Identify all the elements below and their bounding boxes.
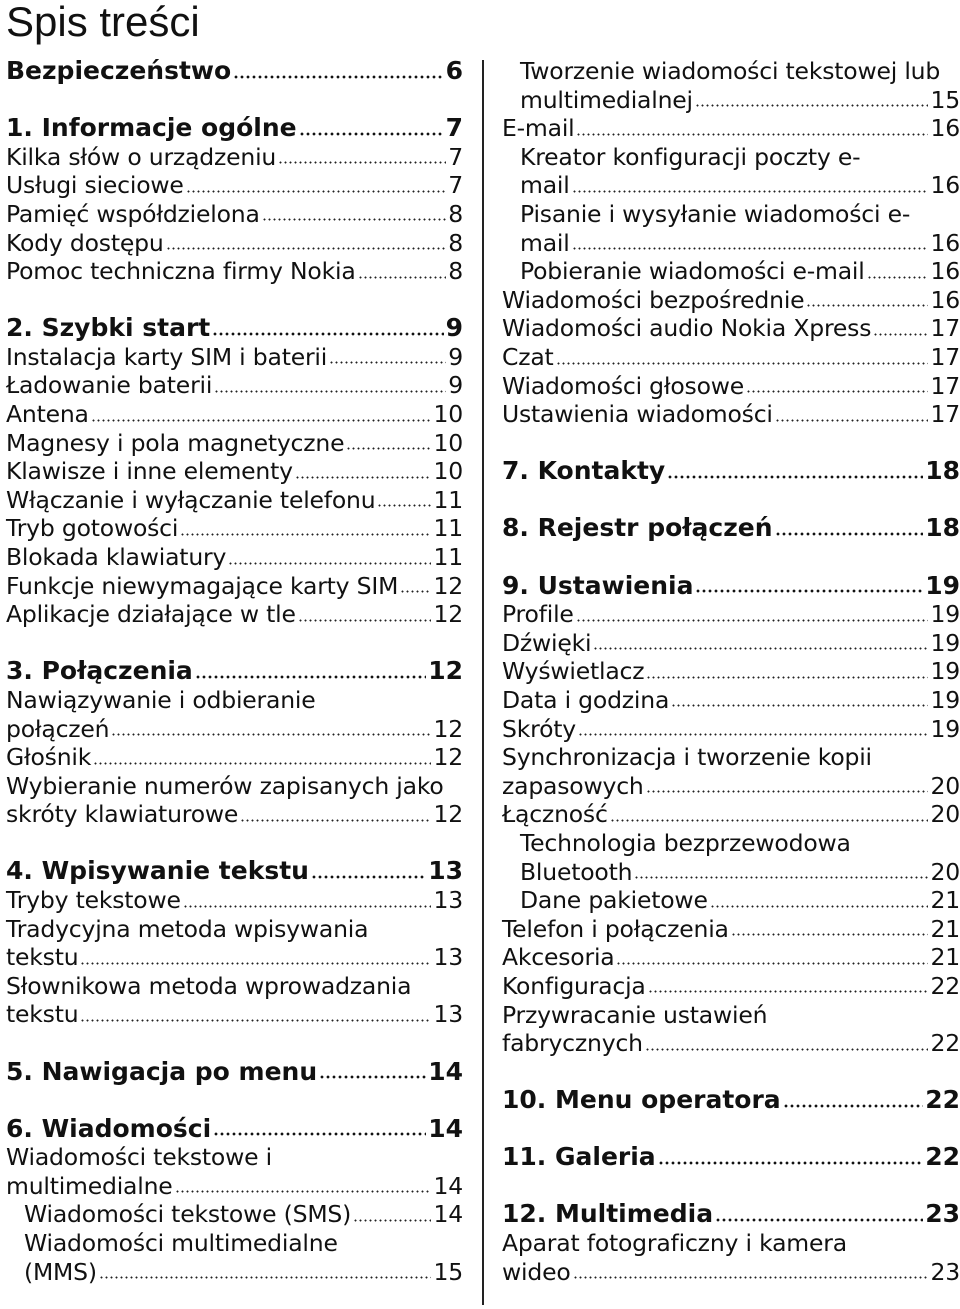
- page-number: 17: [930, 400, 960, 429]
- page-number: 17: [930, 343, 960, 371]
- toc-entry[interactable]: [502, 343, 960, 372]
- toc-entry[interactable]: [6, 229, 463, 258]
- toc-chapter-title: 10. Menu operatora: [502, 1085, 781, 1115]
- dot-leader: [616, 962, 928, 965]
- toc-chapter[interactable]: [502, 572, 960, 601]
- toc-entry-title: tekstu: [6, 1000, 79, 1029]
- toc-entry[interactable]: [520, 143, 960, 172]
- dot-leader: [873, 333, 928, 336]
- toc-chapter-title: 12. Multimedia: [502, 1199, 714, 1229]
- dot-leader: [358, 276, 447, 279]
- toc-entry-title: Data i godzina: [502, 685, 670, 714]
- toc-entry-title: Głośnik: [6, 743, 92, 772]
- page-number: 11: [433, 543, 463, 571]
- toc-entry-title: mail: [520, 171, 570, 200]
- dot-leader: [634, 876, 928, 879]
- toc-entry-title: Aparat fotograficzny i kamera: [502, 1229, 847, 1257]
- toc-entry-continued[interactable]: [520, 171, 960, 200]
- dot-leader: [214, 390, 446, 393]
- toc-chapter-title: 8. Rejestr połączeń: [502, 513, 773, 543]
- toc-entry-title: Skróty: [502, 714, 576, 743]
- column-divider: [482, 60, 484, 1305]
- toc-entry[interactable]: [502, 686, 960, 715]
- toc-entry[interactable]: [6, 772, 463, 801]
- dot-leader: [175, 1190, 432, 1193]
- toc-entry[interactable]: [6, 915, 463, 944]
- toc-entry-continued[interactable]: [6, 715, 463, 744]
- page-number: 20: [930, 800, 960, 829]
- page-number: 13: [433, 886, 463, 914]
- toc-entry-title: Synchronizacja i tworzenie kopii: [502, 743, 872, 772]
- toc-entry[interactable]: [6, 400, 463, 429]
- page-number: 19: [930, 600, 960, 629]
- toc-entry-title: Kilka słów o urządzeniu: [6, 142, 277, 171]
- page-number: 14: [428, 1113, 463, 1143]
- dot-leader: [329, 361, 446, 364]
- dot-leader: [695, 104, 929, 107]
- dot-leader: [715, 1218, 923, 1222]
- page-number: 20: [930, 771, 960, 800]
- page-number: 12: [433, 800, 463, 829]
- dot-leader: [648, 990, 929, 993]
- toc-entry-title: Wiadomości multimedialne: [24, 1229, 338, 1257]
- toc-entry-continued[interactable]: [6, 800, 463, 829]
- dot-leader: [578, 733, 929, 736]
- dot-leader: [91, 419, 432, 422]
- toc-entry[interactable]: [502, 715, 960, 744]
- dot-leader: [573, 1276, 929, 1279]
- toc-entry-title: połączeń: [6, 714, 110, 743]
- dot-leader: [646, 790, 929, 793]
- toc-entry[interactable]: [6, 600, 463, 629]
- page-number: 21: [930, 943, 960, 972]
- toc-chapter[interactable]: [6, 1115, 463, 1144]
- dot-leader: [299, 132, 444, 136]
- dot-leader: [710, 905, 929, 908]
- dot-leader: [671, 704, 928, 707]
- toc-entry-title: Wiadomości bezpośrednie: [502, 285, 805, 314]
- toc-entry-title: Wiadomości audio Nokia Xpress: [502, 314, 872, 343]
- toc-entry-title: Wybieranie numerów zapisanych jako: [6, 771, 444, 800]
- dot-leader: [610, 819, 929, 822]
- dot-leader: [262, 218, 447, 221]
- toc-entry[interactable]: [6, 343, 463, 372]
- page-number: 21: [930, 914, 960, 943]
- toc-chapter-title: 11. Galeria: [502, 1142, 656, 1172]
- toc-entry-title: Technologia bezprzewodowa: [520, 828, 851, 857]
- toc-entry-continued[interactable]: [520, 86, 960, 115]
- dot-leader: [746, 390, 928, 393]
- toc-chapter-title: 5. Nawigacja po menu: [6, 1056, 318, 1086]
- page-number: 18: [925, 456, 960, 486]
- toc-entry-continued[interactable]: [6, 943, 463, 972]
- dot-leader: [645, 1048, 929, 1051]
- toc-entry[interactable]: [6, 200, 463, 229]
- toc-entry-continued[interactable]: [24, 1258, 463, 1287]
- toc-entry-title: E-mail: [502, 114, 575, 143]
- toc-entry[interactable]: [6, 171, 463, 200]
- dot-leader: [576, 133, 928, 136]
- toc-chapter[interactable]: [502, 1143, 960, 1172]
- toc-entry-title: Wiadomości tekstowe i: [6, 1143, 272, 1172]
- toc-entry[interactable]: [6, 886, 463, 915]
- dot-leader: [667, 475, 923, 479]
- dot-leader: [213, 1132, 426, 1136]
- toc-entry[interactable]: [502, 915, 960, 944]
- dot-leader: [695, 589, 923, 593]
- page-number: 19: [930, 685, 960, 714]
- dot-leader: [867, 276, 929, 279]
- toc-entry-continued[interactable]: [520, 229, 960, 258]
- toc-entry-title: Tworzenie wiadomości tekstowej lub: [520, 57, 941, 85]
- toc-entry-title: Tryby tekstowe: [6, 886, 181, 914]
- toc-entry[interactable]: [520, 829, 960, 858]
- page-number: 17: [930, 314, 960, 343]
- toc-entry[interactable]: [502, 800, 960, 829]
- toc-entry[interactable]: [24, 1229, 463, 1258]
- toc-entry-title: Bluetooth: [520, 857, 633, 886]
- dot-leader: [593, 647, 928, 650]
- page-number: 13: [428, 856, 463, 886]
- toc-entry[interactable]: [6, 486, 463, 515]
- dot-leader: [166, 247, 447, 250]
- page-number: 23: [930, 1257, 960, 1286]
- toc-entry-title: Pisanie i wysyłanie wiadomości e-: [520, 200, 911, 228]
- toc-entry-title: Łączność: [502, 800, 608, 829]
- dot-leader: [775, 419, 929, 422]
- page-number: 12: [433, 714, 463, 743]
- page-number: 13: [433, 1000, 463, 1029]
- toc-entry-continued[interactable]: [520, 858, 960, 887]
- dot-leader: [240, 819, 431, 822]
- toc-entry[interactable]: [6, 972, 463, 1001]
- toc-entry-title: Wiadomości głosowe: [502, 371, 745, 400]
- toc-chapter[interactable]: [502, 1200, 960, 1229]
- page-number: 15: [433, 1257, 463, 1286]
- page-number: 13: [433, 943, 463, 972]
- dot-leader: [228, 562, 431, 565]
- page-number: 10: [433, 400, 463, 428]
- toc-entry-title: (MMS): [24, 1257, 97, 1286]
- toc-entry[interactable]: [6, 572, 463, 601]
- dot-leader: [572, 190, 929, 193]
- page-number: 14: [433, 1171, 463, 1200]
- toc-entry-title: tekstu: [6, 943, 79, 972]
- toc-entry-title: Akcesoria: [502, 943, 615, 972]
- toc-entry-title: Konfiguracja: [502, 971, 646, 1000]
- toc-entry[interactable]: [502, 286, 960, 315]
- toc-entry-title: Włączanie i wyłączanie telefonu: [6, 485, 376, 514]
- dot-leader: [93, 762, 431, 765]
- dot-leader: [183, 905, 432, 908]
- toc-entry[interactable]: [502, 743, 960, 772]
- toc-chapter[interactable]: [502, 1086, 960, 1115]
- dot-leader: [186, 190, 447, 193]
- toc-entry[interactable]: [502, 972, 960, 1001]
- toc-entry-title: Czat: [502, 343, 554, 371]
- toc-entry[interactable]: [6, 371, 463, 400]
- toc-chapter[interactable]: [502, 514, 960, 543]
- dot-leader: [731, 933, 929, 936]
- toc-entry[interactable]: [6, 457, 463, 486]
- toc-entry[interactable]: [502, 314, 960, 343]
- toc-entry[interactable]: [6, 257, 463, 286]
- toc-chapter[interactable]: [6, 114, 463, 143]
- toc-entry[interactable]: [6, 429, 463, 458]
- dot-leader: [311, 875, 426, 879]
- toc-entry-title: Dźwięki: [502, 628, 592, 657]
- dot-leader: [572, 247, 929, 250]
- page-number: 11: [433, 485, 463, 514]
- dot-leader: [180, 533, 431, 536]
- toc-entry[interactable]: [24, 1200, 463, 1229]
- page-number: 6: [445, 56, 463, 85]
- page-number: 22: [930, 1029, 960, 1058]
- toc-entry-title: Funkcje niewymagające karty SIM: [6, 571, 399, 600]
- toc-entry-title: Antena: [6, 400, 89, 428]
- toc-entry[interactable]: [502, 943, 960, 972]
- page-number: 7: [445, 113, 463, 143]
- toc-entry-title: wideo: [502, 1257, 571, 1286]
- toc-chapter-title: 7. Kontakty: [502, 456, 666, 486]
- page-number: 8: [448, 228, 463, 257]
- dot-leader: [377, 504, 431, 507]
- toc-entry-title: multimedialne: [6, 1171, 173, 1200]
- toc-entry-continued[interactable]: [502, 1258, 960, 1287]
- toc-entry-title: skróty klawiaturowe: [6, 800, 239, 829]
- page-title: Spis treści: [6, 0, 200, 45]
- toc-entry-title: Tryb gotowości: [6, 514, 179, 543]
- toc-entry-title: fabrycznych: [502, 1029, 643, 1058]
- page-number: 14: [433, 1200, 463, 1229]
- toc-chapter-title: 9. Ustawienia: [502, 570, 694, 600]
- page-number: 16: [930, 171, 960, 200]
- toc-entry-title: Wyświetlacz: [502, 657, 645, 686]
- page-number: 16: [930, 285, 960, 314]
- toc-entry-title: Instalacja karty SIM i baterii: [6, 342, 328, 371]
- toc-entry[interactable]: [502, 1001, 960, 1030]
- page-number: 19: [930, 657, 960, 686]
- toc-entry-title: zapasowych: [502, 771, 644, 800]
- toc-entry[interactable]: [6, 1143, 463, 1172]
- toc-chapter[interactable]: [6, 857, 463, 886]
- page-number: 7: [448, 142, 463, 171]
- toc-entry-title: Ładowanie baterii: [6, 371, 213, 400]
- toc-entry-title: Pamięć współdzielona: [6, 199, 260, 228]
- dot-leader: [195, 675, 426, 679]
- toc-entry[interactable]: [6, 743, 463, 772]
- dot-leader: [775, 532, 924, 536]
- page-number: 17: [930, 371, 960, 400]
- toc-chapter-title: 3. Połączenia: [6, 656, 193, 686]
- toc-entry[interactable]: [502, 400, 960, 429]
- toc-entry[interactable]: [6, 543, 463, 572]
- page-number: 11: [433, 514, 463, 543]
- toc-entry[interactable]: [520, 200, 960, 229]
- page-number: 16: [930, 114, 960, 143]
- dot-leader: [400, 590, 431, 593]
- toc-entry[interactable]: [502, 600, 960, 629]
- toc-chapter-title: 1. Informacje ogólne: [6, 113, 297, 143]
- toc-entry[interactable]: [502, 372, 960, 401]
- toc-entry-title: Profile: [502, 600, 574, 629]
- dot-leader: [278, 161, 446, 164]
- toc-entry-title: Tradycyjna metoda wpisywania: [6, 914, 369, 943]
- dot-leader: [646, 676, 928, 679]
- dot-leader: [80, 962, 431, 965]
- toc-entry-title: Kody dostępu: [6, 228, 164, 257]
- page-number: 16: [930, 257, 960, 286]
- toc-entry[interactable]: [520, 257, 960, 286]
- toc-entry-title: Słownikowa metoda wprowadzania: [6, 971, 412, 1000]
- dot-leader: [295, 476, 432, 479]
- toc-entry[interactable]: [502, 629, 960, 658]
- page-number: 9: [448, 371, 463, 400]
- toc-entry[interactable]: [6, 143, 463, 172]
- toc-chapter-title: 6. Wiadomości: [6, 1113, 212, 1143]
- toc-entry-title: Telefon i połączenia: [502, 914, 729, 943]
- toc-entry-title: Kreator konfiguracji poczty e-: [520, 142, 861, 171]
- page-number: 12: [433, 743, 463, 772]
- toc-entry-title: Wiadomości tekstowe (SMS): [24, 1200, 352, 1229]
- page-number: 15: [930, 85, 960, 114]
- dot-leader: [556, 362, 929, 365]
- toc-entry-title: mail: [520, 228, 570, 257]
- page-number: 18: [925, 513, 960, 543]
- page-number: 19: [930, 714, 960, 743]
- dot-leader: [806, 304, 928, 307]
- page-number: 7: [448, 171, 463, 200]
- page-number: 21: [930, 886, 960, 915]
- dot-leader: [319, 1075, 426, 1079]
- toc-chapter-title: 4. Wpisywanie tekstu: [6, 856, 309, 886]
- toc-chapter[interactable]: [6, 1058, 463, 1087]
- dot-leader: [298, 619, 432, 622]
- page-number: 8: [448, 199, 463, 228]
- toc-entry-title: Nawiązywanie i odbieranie: [6, 685, 316, 714]
- page-number: 8: [448, 257, 463, 286]
- toc-entry-title: Magnesy i pola magnetyczne: [6, 428, 345, 457]
- toc-entry-title: Klawisze i inne elementy: [6, 457, 293, 486]
- toc-entry[interactable]: [6, 514, 463, 543]
- dot-leader: [80, 1019, 431, 1022]
- toc-entry-title: Dane pakietowe: [520, 886, 708, 915]
- toc-entry[interactable]: [502, 114, 960, 143]
- toc-chapter[interactable]: [6, 314, 463, 343]
- toc-entry-title: Pobieranie wiadomości e-mail: [520, 257, 865, 286]
- toc-chapter-title: 2. Szybki start: [6, 313, 211, 343]
- page-number: 19: [930, 628, 960, 657]
- toc-entry-continued[interactable]: [502, 1029, 960, 1058]
- toc-entry-title: Przywracanie ustawień: [502, 1000, 768, 1029]
- page-number: 16: [930, 228, 960, 257]
- page-number: 12: [433, 571, 463, 600]
- page-number: 9: [445, 313, 463, 343]
- toc-entry-title: multimedialnej: [520, 85, 693, 114]
- page-number: 12: [428, 656, 463, 686]
- toc-entry-title: Aplikacje działające w tle: [6, 600, 296, 629]
- page-number: 23: [925, 1199, 960, 1229]
- toc-entry[interactable]: [502, 1229, 960, 1258]
- toc-chapter[interactable]: [6, 57, 463, 86]
- page-number: 14: [428, 1056, 463, 1086]
- toc-entry-continued[interactable]: [6, 1000, 463, 1029]
- dot-leader: [233, 75, 443, 79]
- toc-chapter[interactable]: [6, 657, 463, 686]
- dot-leader: [576, 619, 929, 622]
- page-number: 22: [925, 1142, 960, 1172]
- toc-entry-title: Usługi sieciowe: [6, 171, 184, 200]
- toc-chapter-title: Bezpieczeństwo: [6, 56, 232, 85]
- toc-entry[interactable]: [520, 57, 960, 86]
- toc-chapter[interactable]: [502, 457, 960, 486]
- toc-entry-continued[interactable]: [6, 1172, 463, 1201]
- toc-entry[interactable]: [502, 657, 960, 686]
- dot-leader: [353, 1219, 431, 1222]
- page-number: 20: [930, 857, 960, 886]
- toc-entry-title: Ustawienia wiadomości: [502, 400, 773, 429]
- toc-entry-continued[interactable]: [502, 772, 960, 801]
- toc-entry-title: Pomoc techniczna firmy Nokia: [6, 257, 356, 286]
- toc-entry[interactable]: [6, 686, 463, 715]
- page-number: 22: [925, 1085, 960, 1115]
- page-number: 22: [930, 971, 960, 1000]
- dot-leader: [658, 1161, 924, 1165]
- toc-entry[interactable]: [520, 886, 960, 915]
- dot-leader: [783, 1104, 924, 1108]
- page-number: 10: [433, 428, 463, 457]
- dot-leader: [111, 733, 431, 736]
- page-number: 10: [433, 457, 463, 486]
- toc-entry-title: Blokada klawiatury: [6, 543, 227, 571]
- dot-leader: [99, 1276, 432, 1279]
- page-number: 9: [448, 342, 463, 371]
- dot-leader: [212, 332, 443, 336]
- dot-leader: [346, 447, 431, 450]
- page-number: 19: [925, 570, 960, 600]
- page-number: 12: [433, 600, 463, 629]
